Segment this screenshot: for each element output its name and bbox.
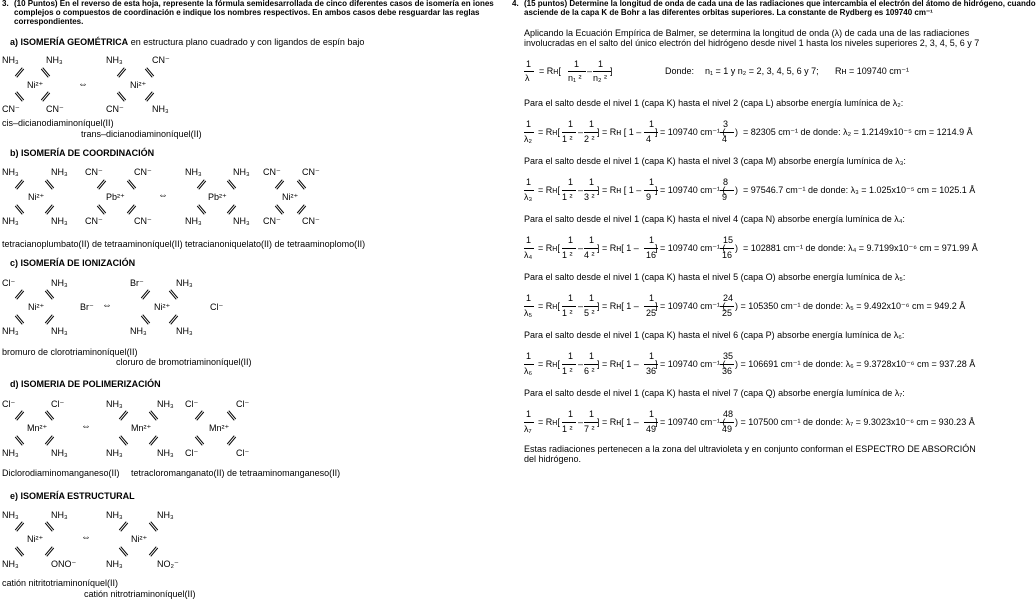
b-ligand: CN⁻ bbox=[263, 167, 281, 177]
denominator: 4 bbox=[646, 134, 652, 144]
isomer-arrow: ⇔ bbox=[81, 421, 91, 432]
minus: – bbox=[578, 301, 584, 311]
bond bbox=[15, 521, 24, 531]
fraction-bar bbox=[584, 190, 598, 191]
metal-ion: Ni²⁺ bbox=[131, 534, 148, 544]
fraction-bar bbox=[524, 132, 534, 133]
fraction-bar bbox=[524, 190, 534, 191]
section-e-title: e) ISOMERÍA ESTRUCTURAL bbox=[10, 491, 135, 501]
lambda: λ₂ bbox=[524, 134, 532, 144]
numerator: 1 bbox=[574, 59, 580, 69]
d-ligand: Cl⁻ bbox=[185, 399, 199, 409]
compound-name: catión nitrotriaminoníquel(II) bbox=[84, 589, 196, 599]
bond bbox=[149, 435, 158, 445]
minus: – bbox=[587, 66, 593, 76]
q3-header-line1: (10 Puntos) En el reverso de esta hoja, represente la fórmula semidesarrollada de cinco diferentes casos de isomería en iones bbox=[14, 0, 494, 8]
bond bbox=[45, 204, 54, 214]
bond bbox=[141, 289, 150, 299]
bond bbox=[127, 179, 136, 189]
bracket-expression: ] = Rʜ[ 1 – bbox=[597, 243, 639, 253]
q3-header-line2: complejos o compuestos de coordinación e indique los nombres respectivos. En ambos casos debe resguardar las reglas bbox=[14, 8, 480, 17]
b-ligand: NH₃ bbox=[233, 167, 250, 177]
section-d-title: d) ISOMERIA DE POLIMERIZACIÓN bbox=[10, 379, 161, 389]
fraction-bar bbox=[562, 364, 576, 365]
section-c-title: c) ISOMERÍA DE IONIZACIÓN bbox=[10, 258, 136, 268]
numerator: 1 bbox=[589, 409, 595, 419]
bracket: ] bbox=[610, 66, 613, 76]
bond bbox=[227, 179, 236, 189]
metal-ion: Ni²⁺ bbox=[27, 534, 44, 544]
d-ligand: NH₃ bbox=[157, 448, 174, 458]
denominator: 1 ² bbox=[562, 308, 573, 318]
result: ) = 106691 cm⁻¹ de donde: λ₆ = 9.3728x10⁻⁶ cm = 937.28 Å bbox=[735, 359, 976, 369]
b-ligand: CN⁻ bbox=[134, 216, 152, 226]
isomer-arrow: ⇔ bbox=[158, 190, 168, 201]
denominator: 1 ² bbox=[562, 250, 573, 260]
denominator: n₂ ² bbox=[593, 73, 607, 83]
numerator: 1 bbox=[526, 119, 532, 129]
lambda: λ₃ bbox=[524, 192, 533, 202]
bracket-expression: ] = Rʜ[ 1 – bbox=[597, 359, 639, 369]
compound-name: Diclorodiaminomanganeso(II) bbox=[2, 468, 120, 478]
rydberg-product: ] = 109740 cm⁻¹ ( bbox=[655, 417, 726, 427]
minus: – bbox=[578, 243, 584, 253]
equals-r: = RH[ bbox=[538, 417, 560, 427]
rydberg-product: ] = 109740 cm⁻¹ ( bbox=[655, 243, 726, 253]
numerator: 35 bbox=[723, 351, 734, 361]
a-ligand: CN⁻ bbox=[106, 104, 124, 114]
fraction-bar bbox=[562, 248, 576, 249]
denominator: 5 ² bbox=[584, 308, 595, 318]
numerator: 1 bbox=[568, 235, 574, 245]
bond bbox=[141, 314, 150, 324]
rydberg-product: ] = 109740 cm⁻¹ ( bbox=[655, 359, 726, 369]
metal-ion: Ni²⁺ bbox=[28, 302, 45, 312]
a-ligand: CN⁻ bbox=[2, 104, 20, 114]
step-text: Para el salto desde el nivel 1 (capa K) hasta el nivel 3 (capa M) absorbe energía lumínica de λ₃: bbox=[524, 156, 906, 166]
bond bbox=[145, 91, 154, 101]
bond bbox=[297, 204, 306, 214]
metal-ion: Pb²⁺ bbox=[106, 192, 125, 202]
compound-name: catión nitritotriaminoníquel(II) bbox=[2, 578, 119, 588]
bond bbox=[45, 410, 54, 420]
denominator: 16 bbox=[722, 250, 733, 260]
numerator: 1 bbox=[649, 119, 655, 129]
fraction-bar bbox=[584, 364, 598, 365]
lambda: λ₄ bbox=[524, 250, 533, 260]
fraction-bar bbox=[720, 364, 734, 365]
numerator: 1 bbox=[649, 235, 655, 245]
a-ligand: NH₃ bbox=[46, 55, 63, 65]
bond bbox=[119, 546, 128, 556]
q4-header-line2: asciende de la capa K de Bohr a las diferentes orbitas superiores. La constante de Rydberg es 109740 cm⁻¹ bbox=[524, 8, 933, 17]
e-ligand: NH₃ bbox=[106, 559, 123, 569]
compound-name: cloruro de bromotriaminoníquel(II) bbox=[116, 357, 252, 367]
b-ligand: NH₃ bbox=[185, 216, 202, 226]
c-ligand: Cl⁻ bbox=[2, 278, 16, 288]
numerator: 1 bbox=[526, 351, 532, 361]
e-ligand: NH₃ bbox=[2, 510, 19, 520]
equals-r: = RH[ bbox=[538, 243, 560, 253]
c-ligand: NH₃ bbox=[2, 326, 19, 336]
denominator: 1 ² bbox=[562, 192, 573, 202]
compound-name: tetracianoniquelato(II) de tetraaminoplomo(II) bbox=[185, 239, 366, 249]
e-ligand: NO₂⁻ bbox=[157, 559, 179, 569]
bond bbox=[227, 204, 236, 214]
minus: – bbox=[578, 417, 584, 427]
bond bbox=[275, 179, 284, 189]
denominator: 49 bbox=[722, 424, 733, 434]
denominator: 9 bbox=[722, 192, 728, 202]
close-paren: ) bbox=[735, 185, 738, 195]
fraction-bar bbox=[562, 422, 576, 423]
compound-name: cis–dicianodiaminoníquel(II) bbox=[2, 118, 114, 128]
d-ligand: NH₃ bbox=[2, 448, 19, 458]
a-ligand: NH₃ bbox=[152, 104, 169, 114]
numerator: 1 bbox=[649, 293, 655, 303]
denominator: 36 bbox=[722, 366, 733, 376]
bond bbox=[119, 521, 128, 531]
counter-ion: Cl⁻ bbox=[210, 302, 224, 312]
bond bbox=[197, 179, 206, 189]
bond bbox=[41, 67, 50, 77]
metal-ion: Ni²⁺ bbox=[27, 80, 44, 90]
bond bbox=[149, 546, 158, 556]
denominator: 25 bbox=[722, 308, 733, 318]
equals-r: = RH[ bbox=[538, 185, 560, 195]
result: = 82305 cm⁻¹ de donde: λ₂ = 1.2149x10⁻⁵ cm = 1214.9 Å bbox=[743, 127, 973, 137]
b-ligand: CN⁻ bbox=[263, 216, 281, 226]
numerator: 1 bbox=[589, 177, 595, 187]
bond bbox=[145, 67, 154, 77]
fraction-bar bbox=[584, 306, 598, 307]
b-ligand: NH₃ bbox=[2, 167, 19, 177]
step-text: Para el salto desde el nivel 1 (capa K) hasta el nivel 5 (capa O) absorbe energía lumínica de λ₅: bbox=[524, 272, 906, 282]
bond bbox=[97, 204, 106, 214]
numerator: 1 bbox=[568, 351, 574, 361]
intro-line: Aplicando la Ecuación Empírica de Balmer, se determina la longitud de onda (λ) de cada una de las radiaciones bbox=[524, 28, 970, 38]
denominator: 4 ² bbox=[584, 250, 595, 260]
denominator: 2 ² bbox=[584, 134, 595, 144]
isomer-arrow: ⇔ bbox=[78, 79, 88, 90]
c-ligand: NH₃ bbox=[130, 326, 147, 336]
metal-ion: Mn²⁺ bbox=[209, 423, 230, 433]
bond bbox=[45, 435, 54, 445]
fraction-bar bbox=[524, 422, 534, 423]
d-ligand: Cl⁻ bbox=[2, 399, 16, 409]
bond bbox=[15, 179, 24, 189]
c-ligand: NH₃ bbox=[51, 326, 68, 336]
e-ligand: NH₃ bbox=[157, 510, 174, 520]
bond bbox=[119, 410, 128, 420]
numerator: 1 bbox=[526, 409, 532, 419]
lambda: λ₅ bbox=[524, 308, 533, 318]
denominator: 9 bbox=[646, 192, 652, 202]
fraction-bar bbox=[593, 71, 611, 72]
bond bbox=[97, 179, 106, 189]
b-ligand: NH₃ bbox=[2, 216, 19, 226]
bond bbox=[15, 67, 24, 77]
fraction-bar bbox=[584, 132, 598, 133]
rydberg-product: ] = 109740 cm⁻¹ ( bbox=[655, 127, 726, 137]
isomer-arrow: ⇔ bbox=[102, 300, 112, 311]
fraction-bar bbox=[524, 364, 534, 365]
equals-r: = RH[ bbox=[538, 127, 560, 137]
compound-name: tetracloromanganato(II) de tetraaminomanganeso(II) bbox=[131, 468, 341, 478]
numerator: 1 bbox=[598, 59, 604, 69]
numerator: 1 bbox=[526, 177, 532, 187]
numerator: 1 bbox=[589, 119, 595, 129]
bond bbox=[15, 410, 24, 420]
bond bbox=[297, 179, 306, 189]
d-ligand: NH₃ bbox=[157, 399, 174, 409]
numerator: 1 bbox=[649, 177, 655, 187]
close-paren: ) bbox=[735, 243, 738, 253]
minus: – bbox=[578, 185, 584, 195]
denominator: 25 bbox=[646, 308, 657, 318]
denominator: 1 ² bbox=[562, 134, 573, 144]
q3-header-line3: correspondientes. bbox=[14, 17, 84, 26]
bond bbox=[169, 314, 178, 324]
d-ligand: NH₃ bbox=[106, 448, 123, 458]
a-ligand: CN⁻ bbox=[152, 55, 170, 65]
numerator: 1 bbox=[568, 409, 574, 419]
bond bbox=[195, 435, 204, 445]
numerator: 1 bbox=[589, 235, 595, 245]
denominator: 1 ² bbox=[562, 366, 573, 376]
section-b-title: b) ISOMERÍA DE COORDINACIÓN bbox=[10, 148, 155, 158]
fraction-bar bbox=[562, 132, 576, 133]
fraction-bar bbox=[562, 190, 576, 191]
numerator: 15 bbox=[723, 235, 734, 245]
bond bbox=[275, 204, 284, 214]
c-ligand: NH₃ bbox=[51, 278, 68, 288]
b-ligand: NH₃ bbox=[185, 167, 202, 177]
d-ligand: NH₃ bbox=[106, 399, 123, 409]
d-ligand: Cl⁻ bbox=[236, 448, 250, 458]
b-ligand: CN⁻ bbox=[302, 167, 320, 177]
fraction-bar bbox=[524, 306, 534, 307]
equals-r: = RH[ bbox=[538, 359, 560, 369]
n-values: n₁ = 1 y n₂ = 2, 3, 4, 5, 6 y 7; bbox=[705, 66, 819, 76]
denominator: 36 bbox=[646, 366, 657, 376]
bond bbox=[197, 204, 206, 214]
a-ligand: NH₃ bbox=[106, 55, 123, 65]
denominator: 16 bbox=[646, 250, 657, 260]
numerator: 24 bbox=[723, 293, 734, 303]
fraction-bar bbox=[720, 306, 734, 307]
fraction-bar bbox=[524, 71, 534, 72]
bond bbox=[45, 289, 54, 299]
bracket-expression: ] = Rʜ[ 1 – bbox=[597, 301, 639, 311]
bracket-expression: ] = Rʜ [ 1 – bbox=[597, 127, 642, 137]
numerator: 3 bbox=[723, 119, 729, 129]
step-text: Para el salto desde el nivel 1 (capa K) hasta el nivel 2 (capa L) absorbe energía lumínica de λ₂: bbox=[524, 98, 904, 108]
numerator: 1 bbox=[568, 119, 574, 129]
bond bbox=[117, 67, 126, 77]
numerator: 1 bbox=[649, 409, 655, 419]
conclusion-line: del hidrógeno. bbox=[524, 454, 582, 464]
d-ligand: NH₃ bbox=[51, 448, 68, 458]
compound-name: trans–dicianodiaminoníquel(II) bbox=[81, 129, 202, 139]
e-ligand: NH₃ bbox=[51, 510, 68, 520]
c-ligand: NH₃ bbox=[176, 278, 193, 288]
metal-ion: Ni²⁺ bbox=[154, 302, 171, 312]
a-ligand: NH₃ bbox=[2, 55, 19, 65]
d-ligand: Cl⁻ bbox=[51, 399, 65, 409]
c-ligand: NH₃ bbox=[176, 326, 193, 336]
bond bbox=[15, 91, 24, 101]
result: = 102881 cm⁻¹ de donde: λ₄ = 9.7199x10⁻⁶ cm = 971.99 Å bbox=[743, 243, 978, 253]
b-ligand: NH₃ bbox=[233, 216, 250, 226]
bond bbox=[45, 546, 54, 556]
d-ligand: Cl⁻ bbox=[185, 448, 199, 458]
fraction-bar bbox=[720, 248, 734, 249]
fraction-bar bbox=[562, 306, 576, 307]
b-ligand: CN⁻ bbox=[302, 216, 320, 226]
bond bbox=[41, 91, 50, 101]
bond bbox=[15, 314, 24, 324]
bond bbox=[149, 521, 158, 531]
lambda: λ₇ bbox=[524, 424, 532, 434]
fraction-bar bbox=[720, 190, 734, 191]
bracket-expression: ] = Rʜ [ 1 – bbox=[597, 185, 642, 195]
bond bbox=[227, 410, 236, 420]
result: ) = 105350 cm⁻¹ de donde: λ₅ = 9.492x10⁻⁶ cm = 949.2 Å bbox=[735, 301, 966, 311]
bond bbox=[169, 289, 178, 299]
conclusion-line: Estas radiaciones pertenecen a la zona del ultravioleta y en conjunto conforman el ESPECTRO DE ABSORCIÓN bbox=[524, 444, 976, 454]
close-paren: ) bbox=[735, 127, 738, 137]
step-text: Para el salto desde el nivel 1 (capa K) hasta el nivel 4 (capa N) absorbe energía lumínica de λ₄: bbox=[524, 214, 905, 224]
denominator: 1 ² bbox=[562, 424, 573, 434]
equals-r: = RH[ bbox=[539, 66, 561, 76]
numerator: 1 bbox=[589, 293, 595, 303]
fraction-bar bbox=[568, 71, 586, 72]
numerator: 1 bbox=[568, 293, 574, 303]
denominator: n₁ ² bbox=[568, 73, 582, 83]
metal-ion: Pb²⁺ bbox=[208, 192, 227, 202]
minus: – bbox=[578, 359, 584, 369]
isomer-arrow: ⇔ bbox=[81, 532, 91, 543]
numerator: 1 bbox=[589, 351, 595, 361]
b-ligand: CN⁻ bbox=[85, 167, 103, 177]
bond bbox=[15, 435, 24, 445]
bond bbox=[127, 204, 136, 214]
b-ligand: CN⁻ bbox=[85, 216, 103, 226]
d-ligand: Cl⁻ bbox=[236, 399, 250, 409]
q3-number: 3. bbox=[2, 0, 9, 8]
denominator: 3 ² bbox=[584, 192, 595, 202]
lambda: λ bbox=[525, 73, 530, 83]
q4-header-line1: (15 puntos) Determine la longitud de onda de cada una de las radiaciones que intercambia el electrón del átomo de hidrógeno, cuando bbox=[524, 0, 1036, 8]
fraction-bar bbox=[524, 248, 534, 249]
compound-name: tetracianoplumbato(II) de tetraaminoníquel(II) bbox=[2, 239, 183, 249]
metal-ion: Mn²⁺ bbox=[131, 423, 152, 433]
result: ) = 107500 cm⁻¹ de donde: λ₇ = 9.3023x10⁻⁶ cm = 930.23 Å bbox=[735, 417, 975, 427]
metal-ion: Ni²⁺ bbox=[282, 192, 299, 202]
bond bbox=[45, 179, 54, 189]
e-ligand: NH₃ bbox=[106, 510, 123, 520]
counter-ion: Br⁻ bbox=[80, 302, 94, 312]
numerator: 1 bbox=[526, 293, 532, 303]
step-text: Para el salto desde el nivel 1 (capa K) hasta el nivel 6 (capa P) absorbe energía lumínica de λ₆: bbox=[524, 330, 905, 340]
rydberg-product: ] = 109740 cm⁻¹ ( bbox=[655, 301, 726, 311]
numerator: 1 bbox=[526, 235, 532, 245]
fraction-bar bbox=[720, 132, 734, 133]
metal-ion: Mn²⁺ bbox=[27, 423, 48, 433]
minus: – bbox=[578, 127, 584, 137]
a-ligand: CN⁻ bbox=[46, 104, 64, 114]
metal-ion: Ni²⁺ bbox=[28, 192, 45, 202]
bond bbox=[119, 435, 128, 445]
bond bbox=[117, 91, 126, 101]
section-a-title: a) ISOMERÍA GEOMÉTRICA en estructura plano cuadrado y con ligandos de espín bajo bbox=[10, 37, 365, 47]
bond bbox=[195, 410, 204, 420]
intro-line: involucradas en el salto del único electrón del hidrógeno desde nivel 1 hasta los niveles superiores 2, 3, 4, 5, 6 y 7 bbox=[524, 38, 980, 48]
lambda: λ₆ bbox=[524, 366, 533, 376]
donde-label: Donde: bbox=[665, 66, 695, 76]
numerator: 1 bbox=[526, 59, 532, 69]
bond bbox=[15, 546, 24, 556]
c-ligand: Br⁻ bbox=[130, 278, 144, 288]
b-ligand: NH₃ bbox=[51, 167, 68, 177]
fraction-bar bbox=[584, 248, 598, 249]
e-ligand: NH₃ bbox=[2, 559, 19, 569]
denominator: 7 ² bbox=[584, 424, 595, 434]
b-ligand: NH₃ bbox=[51, 216, 68, 226]
equals-r: = RH[ bbox=[538, 301, 560, 311]
compound-name: bromuro de clorotriaminoníquel(II) bbox=[2, 347, 138, 357]
bond bbox=[45, 314, 54, 324]
denominator: 6 ² bbox=[584, 366, 595, 376]
result: = 97546.7 cm⁻¹ de donde: λ₃ = 1.025x10⁻⁵ cm = 1025.1 Å bbox=[743, 185, 976, 195]
denominator: 4 bbox=[722, 134, 728, 144]
bond bbox=[45, 521, 54, 531]
rydberg-product: ] = 109740 cm⁻¹ ( bbox=[655, 185, 726, 195]
step-text: Para el salto desde el nivel 1 (capa K) hasta el nivel 7 (capa Q) absorbe energía lumínica de λ₇: bbox=[524, 388, 905, 398]
bracket-expression: ] = Rʜ[ 1 – bbox=[597, 417, 639, 427]
b-ligand: CN⁻ bbox=[134, 167, 152, 177]
e-ligand: ONO⁻ bbox=[51, 559, 77, 569]
numerator: 1 bbox=[568, 177, 574, 187]
numerator: 1 bbox=[649, 351, 655, 361]
bond bbox=[227, 435, 236, 445]
bond bbox=[15, 289, 24, 299]
numerator: 48 bbox=[723, 409, 734, 419]
metal-ion: Ni²⁺ bbox=[130, 80, 147, 90]
bond bbox=[149, 410, 158, 420]
fraction-bar bbox=[720, 422, 734, 423]
numerator: 8 bbox=[723, 177, 729, 187]
fraction-bar bbox=[584, 422, 598, 423]
denominator: 49 bbox=[646, 424, 657, 434]
bond bbox=[15, 204, 24, 214]
rydberg-value: Rʜ = 109740 cm⁻¹ bbox=[835, 66, 910, 76]
q4-number: 4. bbox=[512, 0, 519, 8]
